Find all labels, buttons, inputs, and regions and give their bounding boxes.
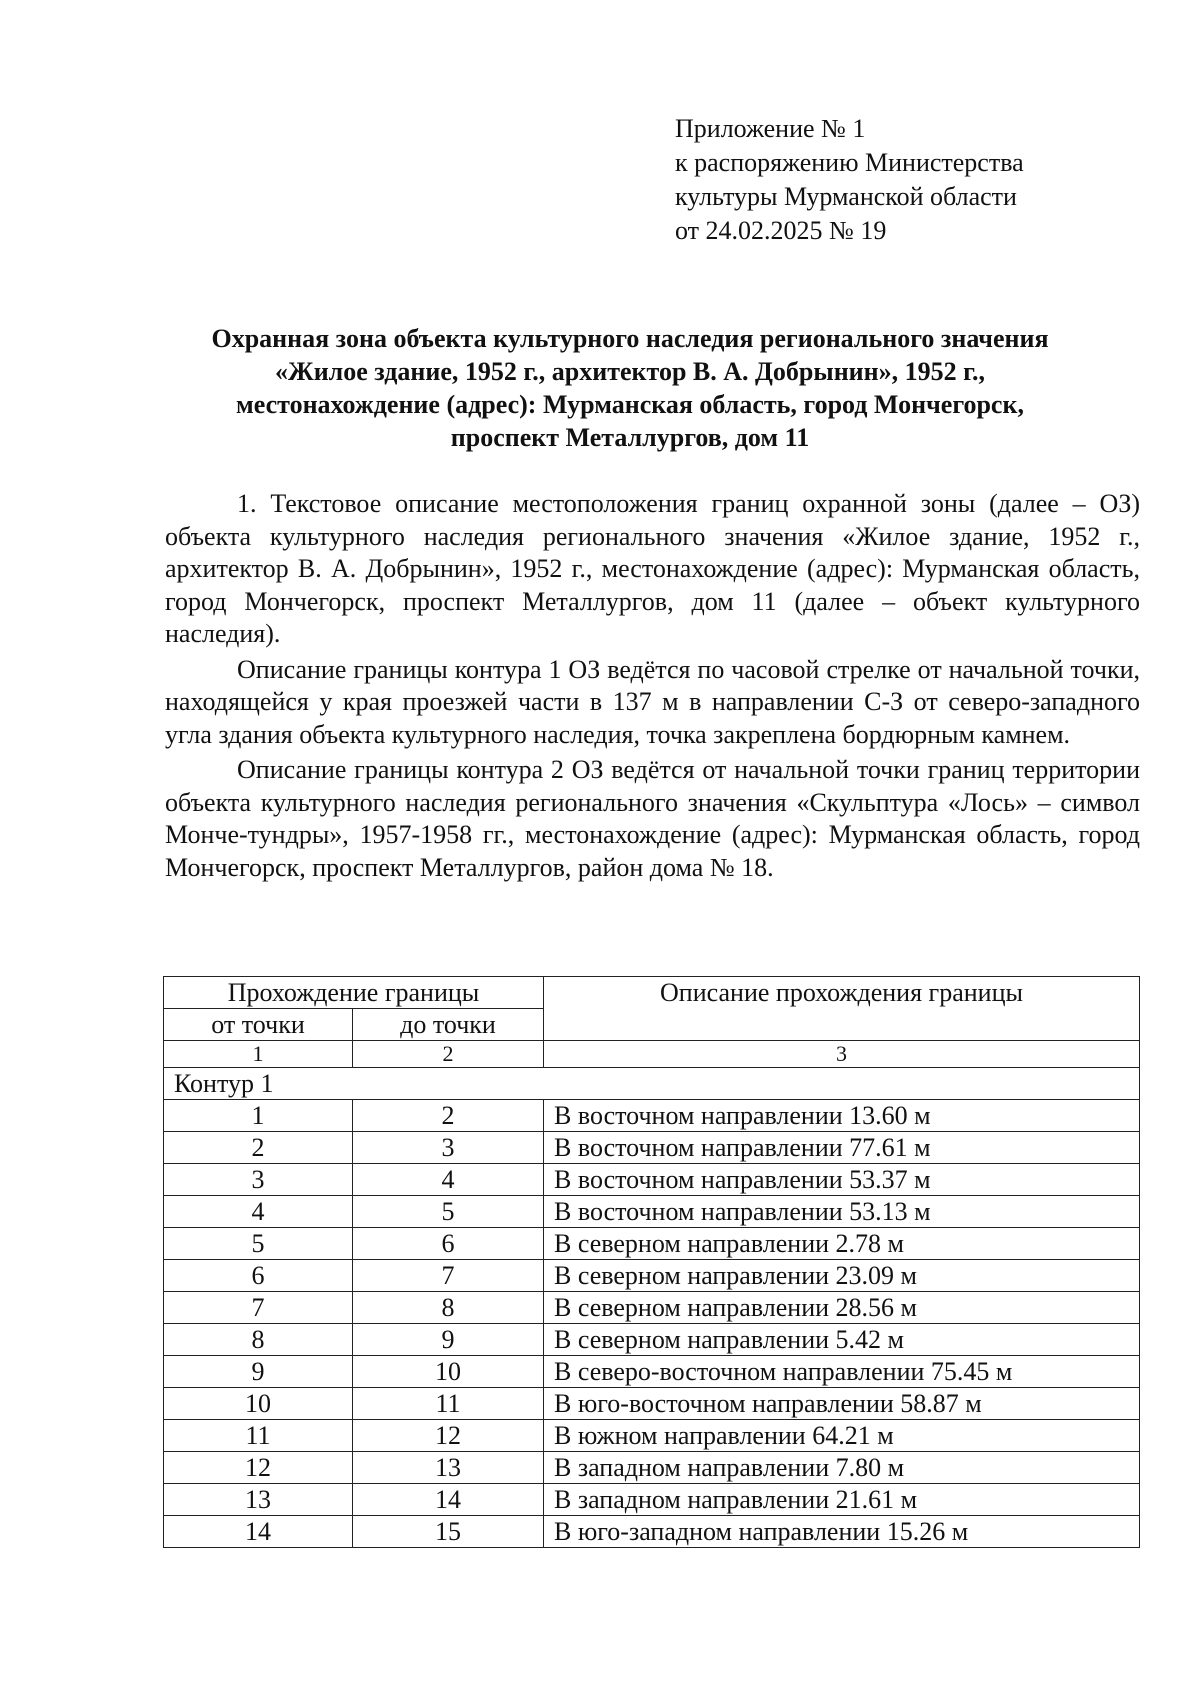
- table-row: [164, 1132, 1140, 1164]
- from-point-cell: 2: [164, 1132, 353, 1164]
- table-row: [164, 1164, 1140, 1196]
- table-row: [164, 1484, 1140, 1516]
- appendix-line: от 24.02.2025 № 19: [675, 216, 887, 245]
- paragraph-text-description: 1. Текстовое описание местоположения границ охранной зоны (далее – ОЗ) объекта культурного наследия регионального значения «Жилое здание, 1952 г., архитектор В. А. Добрынин», 1952 г., местонахождение (адрес): Мурманская область, город Мончегорск, проспект Металлургов, дом 11 (далее – объект культурного наследия).: [165, 489, 1140, 648]
- column-number-row: [164, 1041, 1140, 1068]
- description-cell: В северном направлении 23.09 м: [544, 1260, 1140, 1292]
- table-row: [164, 1452, 1140, 1484]
- header-description: Описание прохождения границы: [544, 977, 1140, 1041]
- appendix-line: Приложение № 1: [675, 114, 866, 143]
- table-row: [164, 1100, 1140, 1132]
- column-number: 3: [544, 1041, 1140, 1068]
- from-point-cell: 11: [164, 1420, 353, 1452]
- to-point-cell: 13: [353, 1452, 544, 1484]
- table-row: [164, 1420, 1140, 1452]
- from-point-cell: 13: [164, 1484, 353, 1516]
- description-cell: В юго-западном направлении 15.26 м: [544, 1516, 1140, 1548]
- header-from: от точки: [164, 1009, 353, 1041]
- from-point-cell: 10: [164, 1388, 353, 1420]
- from-point-cell: 1: [164, 1100, 353, 1132]
- description-cell: В восточном направлении 53.13 м: [544, 1196, 1140, 1228]
- description-cell: В северо-восточном направлении 75.45 м: [544, 1356, 1140, 1388]
- description-cell: В западном направлении 7.80 м: [544, 1452, 1140, 1484]
- description-cell: В западном направлении 21.61 м: [544, 1484, 1140, 1516]
- section-row: [164, 1068, 1140, 1100]
- paragraph-contour-1: Описание границы контура 1 ОЗ ведётся по часовой стрелке от начальной точки, находящейся у края проезжей части в 137 м в направлении С-З от северо-западного угла здания объекта культурного наследия, точка закреплена бордюрным камнем.: [165, 654, 1140, 749]
- body-text: [165, 488, 1140, 884]
- to-point-cell: 9: [353, 1324, 544, 1356]
- section-label: Контур 1: [164, 1068, 1140, 1100]
- table-row: [164, 1324, 1140, 1356]
- to-point-cell: 7: [353, 1260, 544, 1292]
- from-point-cell: 7: [164, 1292, 353, 1324]
- from-point-cell: 3: [164, 1164, 353, 1196]
- to-point-cell: 6: [353, 1228, 544, 1260]
- description-cell: В северном направлении 5.42 м: [544, 1324, 1140, 1356]
- to-point-cell: 11: [353, 1388, 544, 1420]
- title-line: «Жилое здание, 1952 г., архитектор В. А. Добрынин», 1952 г.,: [274, 357, 986, 386]
- table-row: [164, 1516, 1140, 1548]
- description-cell: В восточном направлении 13.60 м: [544, 1100, 1140, 1132]
- title-line: проспект Металлургов, дом 11: [450, 423, 810, 452]
- description-cell: В северном направлении 2.78 м: [544, 1228, 1140, 1260]
- table-row: [164, 1292, 1140, 1324]
- to-point-cell: 12: [353, 1420, 544, 1452]
- description-cell: В восточном направлении 53.37 м: [544, 1164, 1140, 1196]
- table-row: [164, 1356, 1140, 1388]
- column-number: 2: [353, 1041, 544, 1068]
- to-point-cell: 14: [353, 1484, 544, 1516]
- table-row: [164, 1260, 1140, 1292]
- table-row: [164, 1196, 1140, 1228]
- title-line: Охранная зона объекта культурного наследия регионального значения: [211, 324, 1049, 353]
- appendix-line: к распоряжению Министерства: [675, 148, 1024, 177]
- title-line: местонахождение (адрес): Мурманская область, город Мончегорск,: [236, 390, 1024, 419]
- appendix-line: культуры Мурманской области: [675, 182, 1017, 211]
- description-cell: В северном направлении 28.56 м: [544, 1292, 1140, 1324]
- to-point-cell: 10: [353, 1356, 544, 1388]
- appendix-block: [675, 112, 1024, 248]
- to-point-cell: 5: [353, 1196, 544, 1228]
- to-point-cell: 3: [353, 1132, 544, 1164]
- to-point-cell: 4: [353, 1164, 544, 1196]
- description-cell: В восточном направлении 77.61 м: [544, 1132, 1140, 1164]
- from-point-cell: 6: [164, 1260, 353, 1292]
- to-point-cell: 15: [353, 1516, 544, 1548]
- to-point-cell: 2: [353, 1100, 544, 1132]
- paragraph-contour-2: Описание границы контура 2 ОЗ ведётся от начальной точки границ территории объекта культурного наследия регионального значения «Скульптура «Лось» – символ Монче-тундры», 1957-1958 гг., местонахождение (адрес): Мурманская область, город Мончегорск, проспект Металлургов, район дома № 18.: [165, 755, 1140, 882]
- from-point-cell: 12: [164, 1452, 353, 1484]
- table-row: [164, 1228, 1140, 1260]
- from-point-cell: 8: [164, 1324, 353, 1356]
- description-cell: В юго-восточном направлении 58.87 м: [544, 1388, 1140, 1420]
- from-point-cell: 9: [164, 1356, 353, 1388]
- from-point-cell: 14: [164, 1516, 353, 1548]
- from-point-cell: 4: [164, 1196, 353, 1228]
- header-to: до точки: [353, 1009, 544, 1041]
- description-cell: В южном направлении 64.21 м: [544, 1420, 1140, 1452]
- column-number: 1: [164, 1041, 353, 1068]
- header-passage: Прохождение границы: [164, 977, 544, 1009]
- table-row: [164, 1388, 1140, 1420]
- document-title: [150, 322, 1110, 454]
- to-point-cell: 8: [353, 1292, 544, 1324]
- from-point-cell: 5: [164, 1228, 353, 1260]
- boundary-table: [163, 976, 1140, 1548]
